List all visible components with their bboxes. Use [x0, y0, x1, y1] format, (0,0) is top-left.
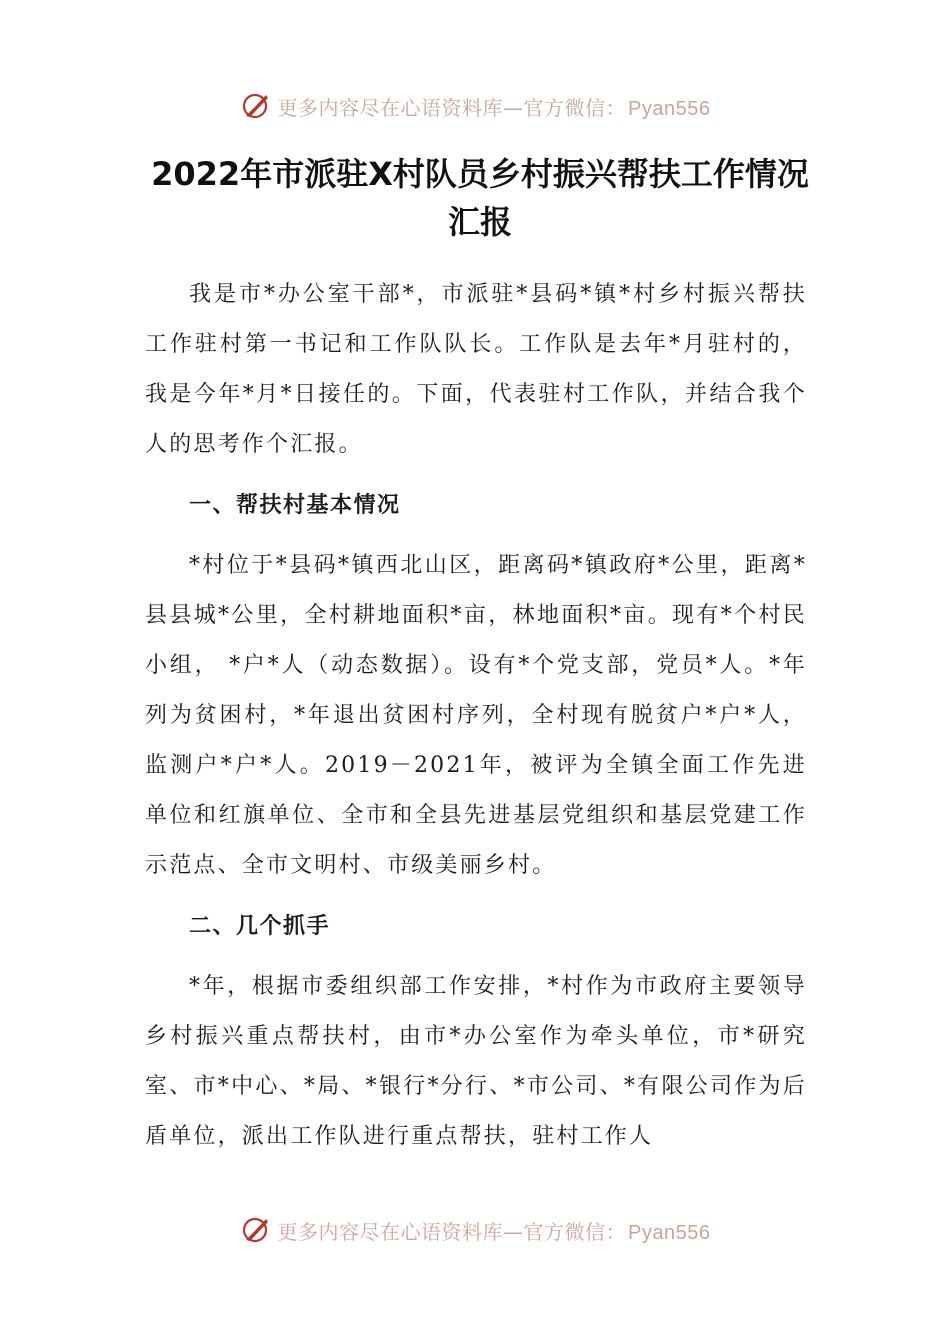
banner-text: 更多内容尽在心语资料库—官方微信： Pyan556 — [277, 95, 711, 120]
header-banner — [0, 88, 950, 124]
section-heading-1: 一、帮扶村基本情况 — [189, 493, 401, 518]
footer-banner — [0, 1212, 950, 1248]
document-body — [145, 270, 807, 1162]
quill-logo-icon — [240, 1214, 272, 1246]
quill-logo-icon — [240, 90, 272, 122]
section-2-paragraph: *年，根据市委组织部工作安排，*村作为市政府主要领导乡村振兴重点帮扶村，由市*办公室作为牵头单位，市*研究室、市*中心、*局、*银行*分行、*市公司、*有限公司作为后盾单位，派出工作队进行重点帮扶，驻村工作人 — [145, 974, 807, 1149]
banner-text: 更多内容尽在心语资料库—官方微信： Pyan556 — [277, 1219, 711, 1244]
section-heading-2: 二、几个抓手 — [189, 914, 331, 939]
document-title: 2022年市派驻X村队员乡村振兴帮扶工作情况汇报 — [151, 155, 809, 241]
section-1-paragraph: *村位于*县码*镇西北山区，距离码*镇政府*公里，距离*县县城*公里，全村耕地面积*亩，林地面积*亩。现有*个村民小组， *户*人（动态数据）。设有*个党支部，党员*人。*年列为贫困村，*年退出贫困村序列，全村现有脱贫户*户*人，监测户*户*人。2019－2021年，被评为全镇全面工作先进单位和红旗单位、全市和全县先进基层党组织和基层党建工作示范点、全市文明村、市级美丽乡村。 — [145, 553, 807, 878]
intro-paragraph: 我是市*办公室干部*，市派驻*县码*镇*村乡村振兴帮扶工作驻村第一书记和工作队队长。工作队是去年*月驻村的，我是今年*月*日接任的。下面，代表驻村工作队，并结合我个人的思考作个汇报。 — [145, 282, 807, 457]
